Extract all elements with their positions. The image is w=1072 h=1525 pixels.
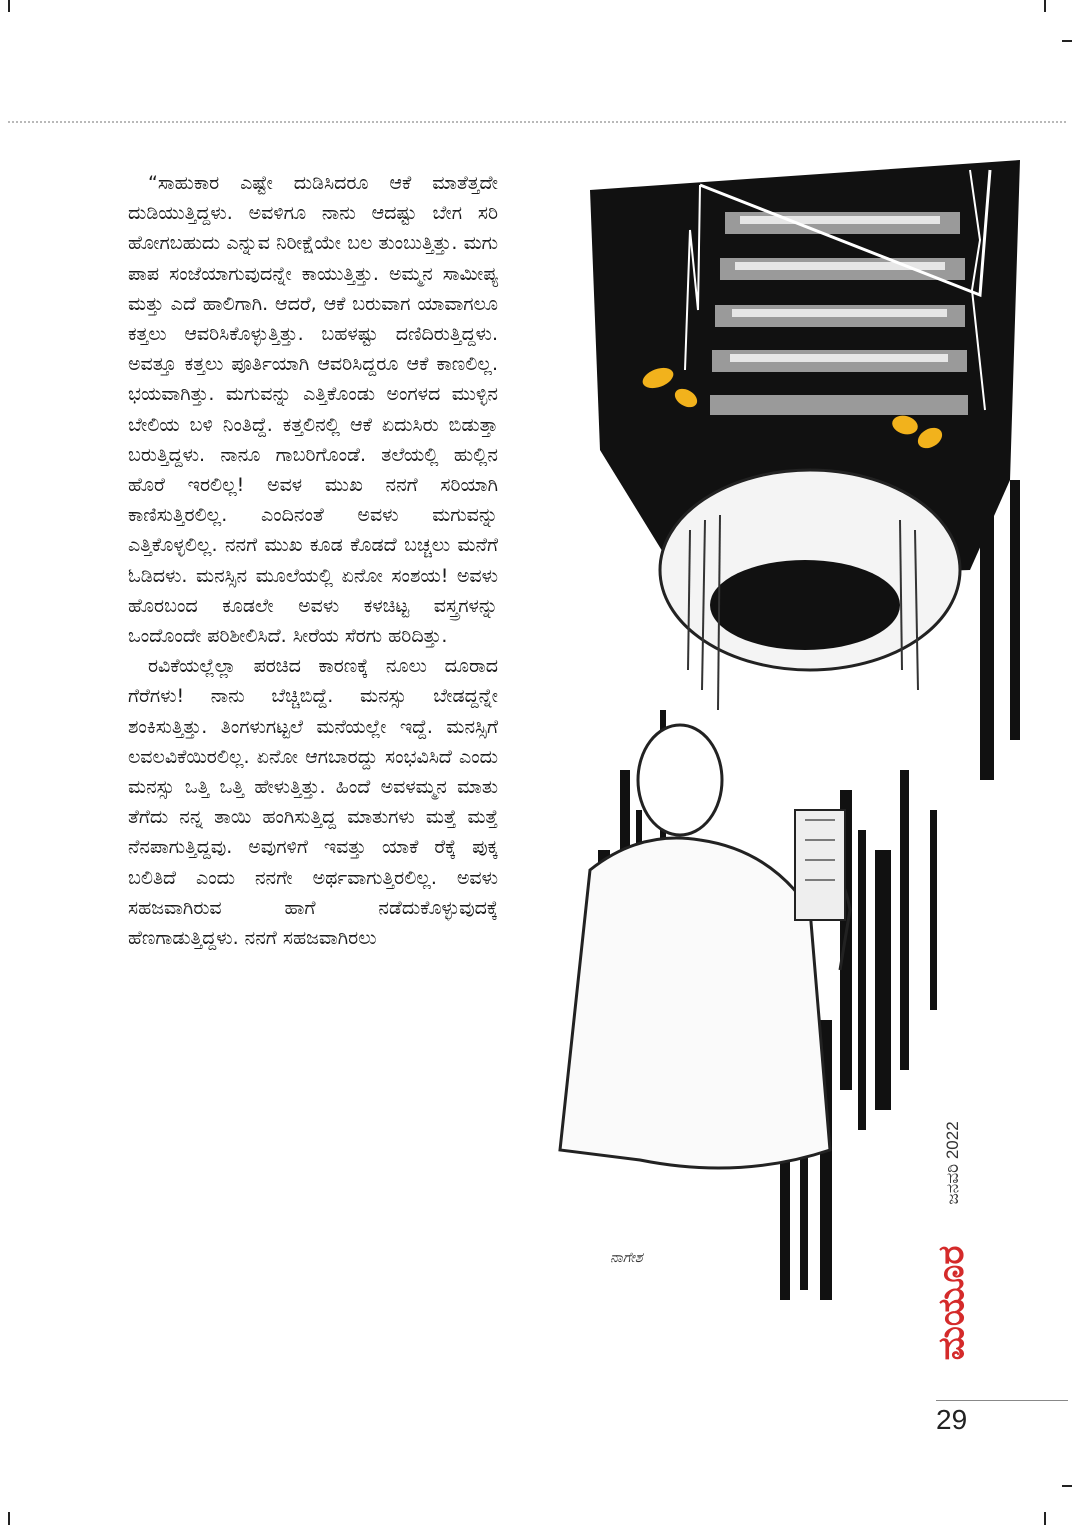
- header-dotted-rule: [8, 121, 1066, 123]
- story-paragraph-1: “ಸಾಹುಕಾರ ಎಷ್ಟೇ ದುಡಿಸಿದರೂ ಆಕೆ ಮಾತೆತ್ತದೇ ದುಡಿಯುತ್ತಿದ್ದಳು. ಅವಳಿಗೂ ನಾನು ಆದಷ್ಟು ಬೇಗ ಸರಿ ಹೋಗಬಹುದು ಎನ್ನುವ ನಿರೀಕ್ಷೆಯೇ ಬಲ ತುಂಬುತ್ತಿತ್ತು. ಮಗು ಪಾಪ ಸಂಜೆಯಾಗುವುದನ್ನೇ ಕಾಯುತ್ತಿತ್ತು. ಅಮ್ಮನ ಸಾಮೀಪ್ಯ ಮತ್ತು ಎದೆ ಹಾಲಿಗಾಗಿ. ಆದರೆ, ಆಕೆ ಬರುವಾಗ ಯಾವಾಗಲೂ ಕತ್ತಲು ಆವರಿಸಿಕೊಳ್ಳುತ್ತಿತ್ತು. ಬಹಳಷ್ಟು ದಣಿದಿರುತ್ತಿದ್ದಳು. ಅವತ್ತೂ ಕತ್ತಲು ಪೂರ್ತಿಯಾಗಿ ಆವರಿಸಿದ್ದರೂ ಆಕೆ ಕಾಣಲಿಲ್ಲ. ಭಯವಾಗಿತ್ತು. ಮಗುವನ್ನು ಎತ್ತಿಕೊಂಡು ಅಂಗಳದ ಮುಳ್ಳಿನ ಬೇಲಿಯ ಬಳಿ ನಿಂತಿದ್ದೆ. ಕತ್ತಲಿನಲ್ಲಿ ಆಕೆ ಏದುಸಿರು ಬಿಡುತ್ತಾ ಬರುತ್ತಿದ್ದಳು. ನಾನೂ ಗಾಬರಿಗೊಂಡೆ. ತಲೆಯಲ್ಲಿ ಹುಲ್ಲಿನ ಹೊರೆ ಇರಲಿಲ್ಲ! ಅವಳ ಮುಖ ನನಗೆ ಸರಿಯಾಗಿ ಕಾಣಿಸುತ್ತಿರಲಿಲ್ಲ. ಎಂದಿನಂತೆ ಅವಳು ಮಗುವನ್ನು ಎತ್ತಿಕೊಳ್ಳಲಿಲ್ಲ. ನನಗೆ ಮುಖ ಕೂಡ ಕೊಡದೆ ಬಚ್ಚಲು ಮನೆಗೆ ಓಡಿದಳು. ಮನಸ್ಸಿನ ಮೂಲೆಯಲ್ಲಿ ಏನೋ ಸಂಶಯ! ಅವಳು ಹೊರಬಂದ ಕೂಡಲೇ ಅವಳು ಕಳಚಿಟ್ಟ ವಸ್ತ್ರಗಳನ್ನು ಒಂದೊಂದೇ ಪರಿಶೀಲಿಸಿದೆ. ಸೀರೆಯ ಸೆರಗು ಹರಿದಿತ್ತು.: [128, 172, 498, 648]
- crop-mark-top-left: [8, 0, 10, 12]
- page-number: 29: [936, 1404, 968, 1435]
- crop-mark-bottom-right: [1044, 1512, 1046, 1525]
- illustrator-signature: ನಾಗೇಶ: [610, 1250, 643, 1266]
- issue-date: [928, 1108, 978, 1218]
- magazine-name: ಮಯೂರ: [931, 1245, 972, 1361]
- magazine-masthead: [926, 1228, 978, 1378]
- crop-mark-top-right: [1044, 0, 1046, 12]
- crop-mark-bottom-left: [8, 1512, 10, 1525]
- story-text-column: [128, 168, 498, 953]
- crop-mark-right-upper: [1062, 40, 1072, 42]
- issue-date-text: ಜನವರಿ 2022: [943, 1121, 962, 1205]
- folio-rule: [936, 1400, 1068, 1401]
- story-paragraph-2: ರವಿಕೆಯಲ್ಲೆಲ್ಲಾ ಪರಚಿದ ಕಾರಣಕ್ಕೆ ನೂಲು ದೂರಾದ ಗೆರೆಗಳು! ನಾನು ಬೆಚ್ಚಿಬಿದ್ದೆ. ಮನಸ್ಸು ಬೇಡದ್ದನ್ನೇ ಶಂಕಿಸುತ್ತಿತ್ತು. ತಿಂಗಳುಗಟ್ಟಲೆ ಮನೆಯಲ್ಲೇ ಇದ್ದೆ. ಮನಸ್ಸಿಗೆ ಲವಲವಿಕೆಯಿರಲಿಲ್ಲ. ಏನೋ ಆಗಬಾರದ್ದು ಸಂಭವಿಸಿದೆ ಎಂದು ಮನಸ್ಸು ಒತ್ತಿ ಒತ್ತಿ ಹೇಳುತ್ತಿತ್ತು. ಹಿಂದೆ ಅವಳಮ್ಮನ ಮಾತು ತೆಗೆದು ನನ್ನ ತಾಯಿ ಹಂಗಿಸುತ್ತಿದ್ದ ಮಾತುಗಳು ಮತ್ತೆ ಮತ್ತೆ ನೆನಪಾಗುತ್ತಿದ್ದವು. ಅವುಗಳಿಗೆ ಇವತ್ತು ಯಾಕೆ ರೆಕ್ಕೆ ಪುಕ್ಕ ಬಲಿತಿದೆ ಎಂದು ನನಗೇ ಅರ್ಥವಾಗುತ್ತಿರಲಿಲ್ಲ. ಅವಳು ಸಹಜವಾಗಿರುವ ಹಾಗೆ ನಡೆದುಕೊಳ್ಳುವುದಕ್ಕೆ ಹೆಣಗಾಡುತ್ತಿದ್ದಳು. ನನಗೆ ಸಹಜವಾಗಿರಲು: [128, 655, 498, 950]
- crop-mark-right-lower: [1062, 1485, 1072, 1487]
